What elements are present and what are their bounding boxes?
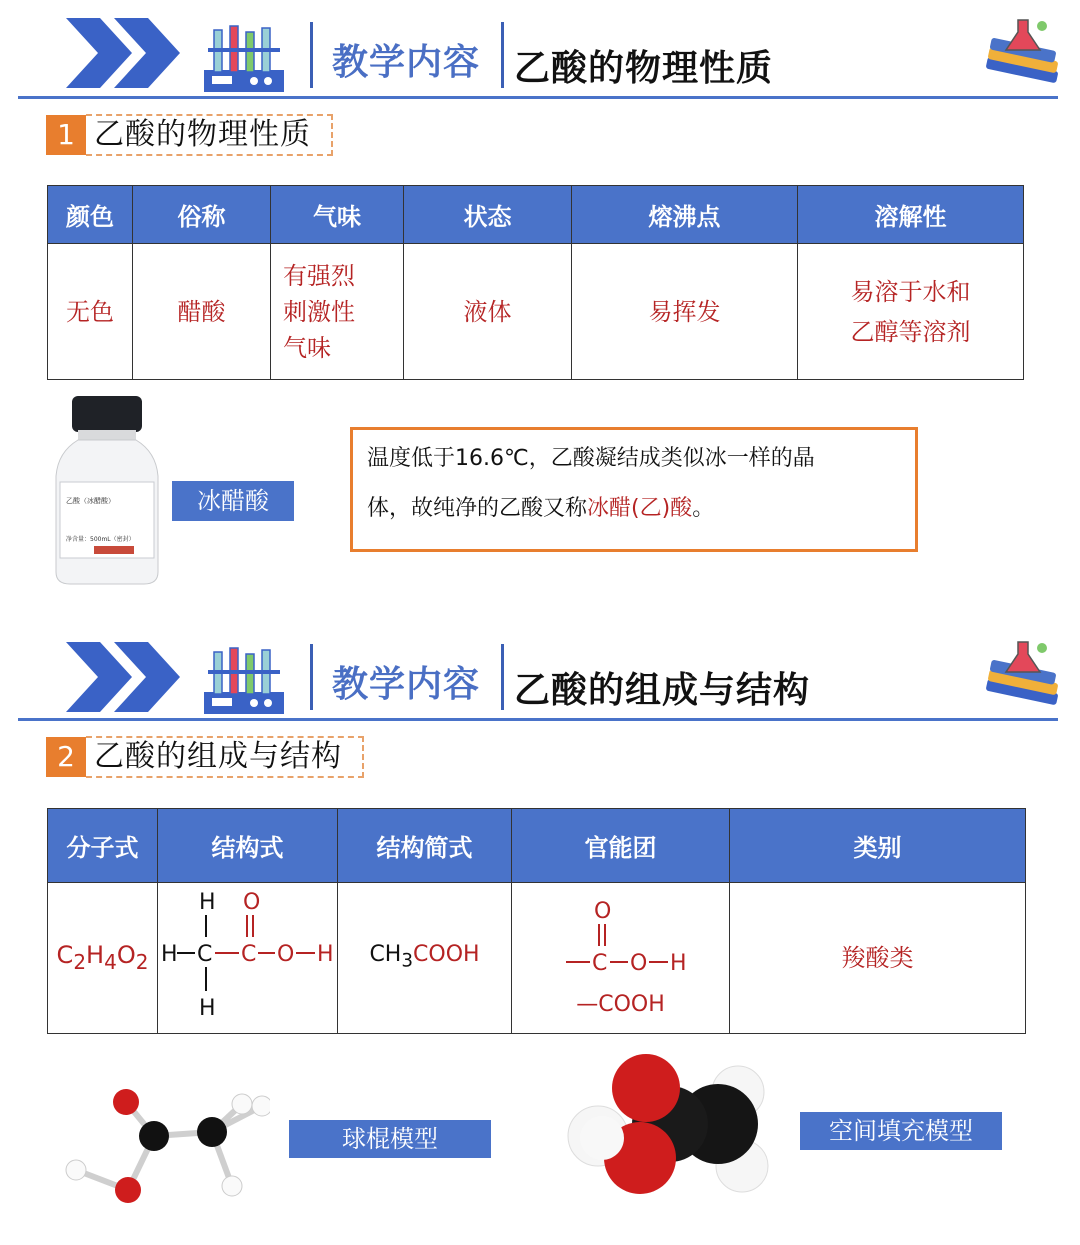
- header-functional-group: 官能团: [512, 809, 730, 883]
- section-number: 2: [46, 737, 86, 777]
- functional-group-alt: —COOH: [576, 992, 665, 1017]
- ball-stick-model-tag: 球棍模型: [289, 1120, 491, 1158]
- note-highlight: 冰醋(乙)酸: [587, 496, 693, 521]
- atom-h: H: [198, 996, 216, 1021]
- ball-and-stick-model: [56, 1080, 270, 1210]
- bottle-label-volume: 净含量：500mL（密封）: [66, 536, 135, 543]
- formula-prefix: CH: [369, 941, 402, 967]
- element-o: O: [116, 940, 136, 969]
- atom-o: O: [593, 899, 611, 924]
- note-line1: 温度低于16.6℃，乙酸凝结成类似冰一样的晶: [367, 446, 815, 471]
- atom-h: H: [669, 951, 687, 976]
- subscript: 2: [73, 949, 87, 974]
- header-condensed-formula: 结构简式: [338, 809, 512, 883]
- atom-o: O: [276, 942, 294, 967]
- header-structural-formula: 结构式: [158, 809, 338, 883]
- table-row: [48, 883, 1026, 1034]
- cell-odor: 有强烈 刺激性 气味: [271, 244, 404, 380]
- structural-formula-diagram: [159, 883, 337, 1023]
- element-c: C: [56, 940, 74, 969]
- header-melting-boiling: 熔沸点: [572, 186, 798, 244]
- carboxyl-group-diagram: [546, 896, 696, 980]
- header-odor: 气味: [271, 186, 404, 244]
- section-number: 1: [46, 115, 86, 155]
- table-row: [48, 244, 1024, 380]
- element-h: H: [86, 940, 105, 969]
- section-label: 乙酸的物理性质: [86, 114, 333, 156]
- header-rule: [18, 96, 1058, 99]
- teach-content-label: 教学内容: [332, 664, 481, 705]
- glacial-acetic-acid-tag: 冰醋酸: [172, 481, 294, 521]
- subscript: 3: [401, 950, 414, 972]
- header-divider: [501, 644, 504, 710]
- header-state: 状态: [404, 186, 572, 244]
- cell-functional-group: [512, 883, 730, 1034]
- cell-melting-boiling: 易挥发: [572, 244, 798, 380]
- table-header-row: [48, 809, 1026, 883]
- header-category: 类别: [730, 809, 1026, 883]
- header-common-name: 俗称: [133, 186, 271, 244]
- cell-molecular-formula: [48, 883, 158, 1034]
- books-flask-icon: [982, 16, 1062, 94]
- header-title: 乙酸的物理性质: [514, 48, 774, 89]
- atom-h: H: [316, 942, 334, 967]
- atom-c: C: [240, 942, 256, 967]
- cell-state: 液体: [404, 244, 572, 380]
- test-tube-rack-icon: [202, 24, 286, 94]
- section-label: 乙酸的组成与结构: [86, 736, 364, 778]
- glacial-note-box: [350, 427, 918, 552]
- atom-c: C: [196, 942, 212, 967]
- header-divider: [310, 644, 313, 710]
- note-line2: [367, 484, 901, 534]
- cell-structural-formula: [158, 883, 338, 1034]
- formula-suffix: COOH: [413, 941, 480, 967]
- chevron-arrows-icon: [66, 18, 186, 88]
- header-molecular-formula: 分子式: [48, 809, 158, 883]
- chevron-arrows-icon: [66, 642, 186, 712]
- note-text: 体，故纯净的乙酸又称: [367, 496, 588, 521]
- physical-properties-table: [47, 185, 1024, 380]
- note-end: 。: [692, 496, 715, 521]
- subscript: 4: [104, 949, 117, 974]
- atom-c: C: [591, 951, 607, 976]
- teach-content-label: 教学内容: [332, 42, 481, 83]
- cell-condensed-formula: [338, 883, 512, 1034]
- space-filling-model-tag: 空间填充模型: [800, 1112, 1002, 1150]
- glacial-acetic-acid-bottle: [52, 396, 162, 586]
- test-tube-rack-icon: [202, 646, 286, 716]
- table-header-row: [48, 186, 1024, 244]
- space-filling-model: [558, 1050, 788, 1200]
- atom-o: O: [629, 951, 647, 976]
- header-divider: [310, 22, 313, 88]
- atom-o: O: [242, 890, 260, 915]
- composition-structure-table: [47, 808, 1026, 1034]
- books-flask-icon: [982, 638, 1062, 716]
- subscript: 2: [135, 949, 149, 974]
- cell-common-name: 醋酸: [133, 244, 271, 380]
- header-divider: [501, 22, 504, 88]
- cell-solubility: 易溶于水和 乙醇等溶剂: [798, 244, 1024, 380]
- bottle-label-name: 乙酸（冰醋酸）: [66, 497, 115, 505]
- cell-color: 无色: [48, 244, 133, 380]
- header-color: 颜色: [48, 186, 133, 244]
- header-rule: [18, 718, 1058, 721]
- atom-h: H: [198, 890, 216, 915]
- header-solubility: 溶解性: [798, 186, 1024, 244]
- atom-h: H: [160, 942, 178, 967]
- header-title: 乙酸的组成与结构: [514, 670, 811, 711]
- cell-category: 羧酸类: [730, 883, 1026, 1034]
